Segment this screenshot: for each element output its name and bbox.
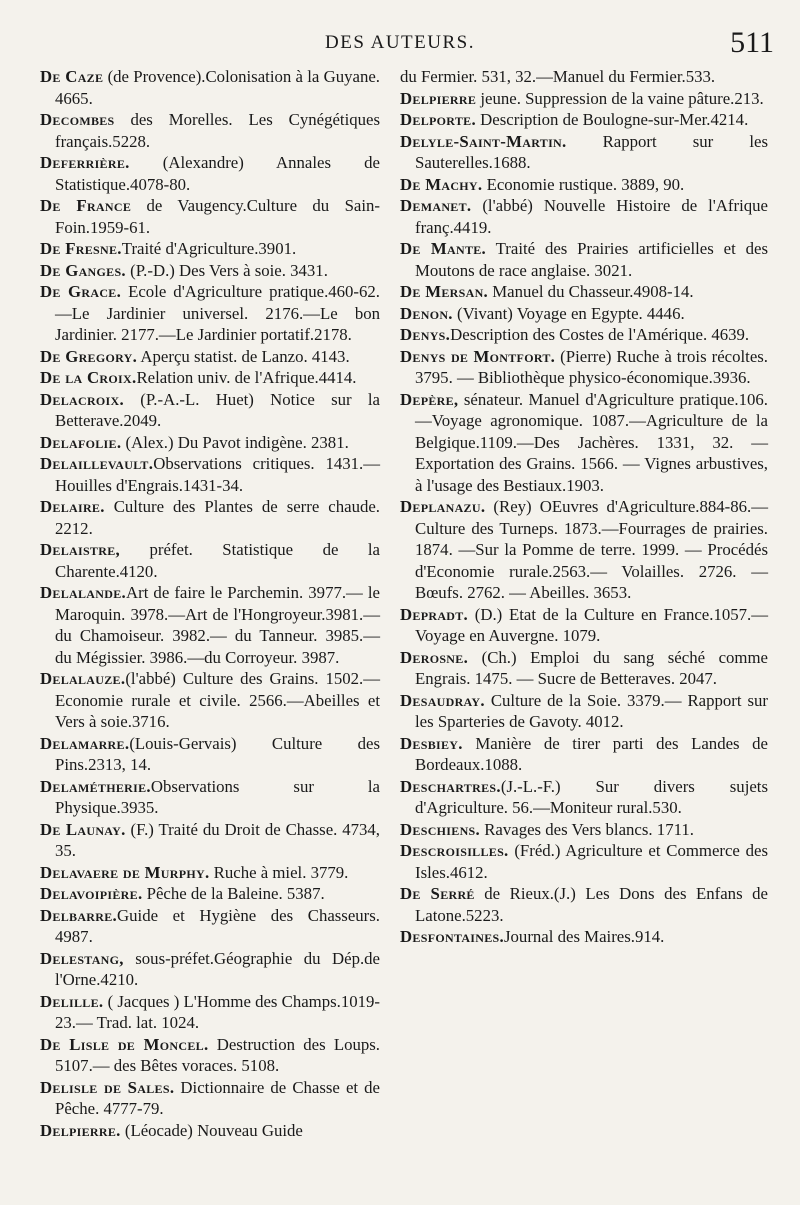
author-name: De Lisle de Moncel. xyxy=(40,1034,209,1054)
author-name: Delaillevault. xyxy=(40,454,154,473)
author-name: Delpierre xyxy=(400,88,477,108)
entry-text: (D.) Etat de la Culture en France.1057.—Voyage en Auvergne. 1079. xyxy=(415,604,768,645)
index-entry xyxy=(400,819,768,841)
index-entry xyxy=(400,926,768,948)
author-name: Delbarre. xyxy=(40,905,118,925)
entry-text: (Rey) OEuvres d'Agriculture.884-86.— Culture des Turneps. 1873.—Fourrages de prairies. 1874. —Sur la Pomme de terre. 1999. — Procédés d'Economie rurale.2563.— Volailles. 2726. — Bœufs. 2762. — Abeilles. 3653. xyxy=(415,497,768,602)
author-name: Delaire. xyxy=(40,497,105,516)
author-name: Denon. xyxy=(400,303,453,323)
author-name: Delaistre, xyxy=(40,540,121,559)
entry-text: (l'abbé) Culture des Grains. 1502.— Economie rurale et civile. 2566.—Abeilles et Vers à soie.3716. xyxy=(55,669,380,731)
entry-text: (P.-A.-L. Huet) Notice sur la Betterave.2049. xyxy=(55,389,380,430)
index-entry xyxy=(400,281,768,303)
author-name: Desbiey. xyxy=(400,733,463,753)
index-entry xyxy=(40,453,380,496)
author-name: Delille. xyxy=(40,991,104,1011)
entry-text: du Fermier. 531, 32.—Manuel du Fermier.533. xyxy=(400,67,716,86)
entry-text: sénateur. Manuel d'Agriculture pratique.106.—Voyage agronomique. 1087.—Agriculture de la Belgique.1109.—Des Jachères. 1331, 32. — Exportation des Grains. 1566. — Vignes arbustives, à l'usage des Bestiaux.1903. xyxy=(415,389,768,495)
index-entry xyxy=(400,496,768,604)
entry-text: préfet. Statistique de la Charente.4120. xyxy=(55,540,380,581)
author-name: Delporte. xyxy=(400,110,476,129)
author-name: Delalauze. xyxy=(40,669,126,688)
index-entry xyxy=(40,948,380,991)
author-name: Deferrière. xyxy=(40,153,130,172)
entry-text: Destruction des Loups. 5107.— des Bêtes voraces. 5108. xyxy=(55,1034,380,1075)
index-entry xyxy=(40,152,380,195)
entry-text: Guide et Hygiène des Chasseurs. 4987. xyxy=(55,905,380,946)
author-name: Delisle de Sales. xyxy=(40,1077,175,1097)
author-name: Depère, xyxy=(400,389,459,409)
index-entry xyxy=(400,88,768,110)
index-entry xyxy=(40,733,380,776)
index-entry xyxy=(40,582,380,668)
index-entry xyxy=(40,905,380,948)
entry-text: Observations sur la Physique.3935. xyxy=(55,776,380,817)
author-name: Delalande. xyxy=(40,583,126,602)
index-entry xyxy=(400,109,768,131)
index-entry xyxy=(40,883,380,905)
entry-text: Ravages des Vers blancs. 1711. xyxy=(480,819,694,839)
entry-text: Observations critiques. 1431.—Houilles d'Engrais.1431-34. xyxy=(55,454,380,495)
index-entry xyxy=(400,604,768,647)
entry-text: (de Provence).Colonisation à la Guyane. 4665. xyxy=(55,67,381,108)
index-entry xyxy=(40,367,380,389)
index-entry xyxy=(400,733,768,776)
author-name: Denys. xyxy=(400,325,451,344)
author-name: Delamarre. xyxy=(40,733,130,753)
index-entry xyxy=(400,346,768,389)
author-name: Decombes xyxy=(40,110,115,129)
index-entry xyxy=(400,690,768,733)
index-entry xyxy=(400,131,768,174)
author-name: De Ganges. xyxy=(40,260,126,280)
index-entry xyxy=(40,195,380,238)
entry-text: (P.-D.) Des Vers à soie. 3431. xyxy=(125,260,328,280)
index-entry xyxy=(40,496,380,539)
entry-text: Ruche à miel. 3779. xyxy=(209,862,349,882)
entry-text: Traité des Prairies artificielles et des Moutons de race anglaise. 3021. xyxy=(415,239,768,280)
index-entry xyxy=(40,389,380,432)
index-entry xyxy=(40,668,380,733)
entry-text: jeune. Suppression de la vaine pâture.213. xyxy=(476,88,764,108)
author-name: Delavoipière. xyxy=(40,884,143,903)
entry-text: de Rieux.(J.) Les Dons des Enfans de Latone.5223. xyxy=(415,884,768,925)
entry-text: Manière de tirer parti des Landes de Bordeaux.1088. xyxy=(415,733,768,774)
entry-text: de Vaugency.Culture du Sain-Foin.1959-61. xyxy=(55,196,380,237)
author-name: Deschiens. xyxy=(400,819,481,839)
entry-text: Traité d'Agriculture.3901. xyxy=(121,239,297,258)
index-entry xyxy=(40,109,380,152)
author-name: Descroisilles. xyxy=(400,841,509,860)
index-entry xyxy=(400,883,768,926)
author-name: De Machy. xyxy=(400,174,483,194)
index-entry xyxy=(400,647,768,690)
index-entry xyxy=(40,819,380,862)
author-name: De Gregory. xyxy=(40,346,138,366)
entry-text: des Morelles. Les Cynégétiques français.5228. xyxy=(55,110,380,151)
index-entry xyxy=(40,238,380,260)
entry-text: sous-préfet.Géographie du Dép.de l'Orne.4210. xyxy=(55,948,380,989)
entry-text: (Vivant) Voyage en Egypte. 4446. xyxy=(452,303,685,323)
entry-text: (F.) Traité du Droit de Chasse. 4734, 35. xyxy=(55,819,380,860)
author-name: De Serré xyxy=(400,884,475,903)
index-entry xyxy=(40,1034,380,1077)
author-name: Delamétherie. xyxy=(40,776,151,796)
entry-text: Ecole d'Agriculture pratique.460-62.—Le Jardinier universel. 2176.—Le bon Jardinier. 2177.—Le Jardinier portatif.2178. xyxy=(55,282,380,344)
entry-text: Manuel du Chasseur.4908-14. xyxy=(488,282,694,301)
entry-text: (Léocade) Nouveau Guide xyxy=(120,1120,303,1140)
entry-text: (Louis-Gervais) Culture des Pins.2313, 14. xyxy=(55,733,380,774)
entry-text: Description de Boulogne-sur-Mer.4214. xyxy=(475,110,749,129)
index-entry xyxy=(400,840,768,883)
entry-text: Relation univ. de l'Afrique.4414. xyxy=(136,368,357,387)
author-name: De Mante. xyxy=(400,239,487,258)
index-entry xyxy=(40,776,380,819)
author-name: Denys de Montfort. xyxy=(400,346,556,366)
entry-text: Journal des Maires.914. xyxy=(504,927,665,946)
entry-text: Culture de la Soie. 3379.— Rapport sur les Sparteries de Gavoty. 4012. xyxy=(415,690,768,731)
index-entry xyxy=(400,195,768,238)
index-entry xyxy=(400,174,768,196)
index-entry xyxy=(40,281,380,346)
running-title: DES AUTEURS. xyxy=(325,32,475,53)
author-name: Delyle-Saint-Martin. xyxy=(400,131,567,151)
author-name: Depradt. xyxy=(400,604,469,624)
entry-text: (l'abbé) Nouvelle Histoire de l'Afrique franç.4419. xyxy=(415,196,768,237)
author-name: Demanet. xyxy=(400,196,472,215)
author-name: Derosne. xyxy=(400,647,469,667)
index-entry xyxy=(40,260,380,282)
entry-text: Pêche de la Baleine. 5387. xyxy=(142,884,325,903)
author-name: De Caze xyxy=(40,67,104,86)
author-name: Deplanazu. xyxy=(400,497,486,516)
author-name: De France xyxy=(40,196,132,215)
entry-text: Economie rustique. 3889, 90. xyxy=(482,174,685,194)
index-entry xyxy=(400,389,768,497)
entry-text: ( Jacques ) L'Homme des Champs.1019-23.— Trad. lat. 1024. xyxy=(55,991,381,1032)
entry-text: (Fréd.) Agriculture et Commerce des Isles.4612. xyxy=(415,841,768,882)
entry-text: (Ch.) Emploi du sang séché comme Engrais. 1475. — Sucre de Betteraves. 2047. xyxy=(415,647,768,688)
index-entry xyxy=(400,66,768,88)
author-name: Delavaere de Murphy. xyxy=(40,862,210,882)
right-column xyxy=(400,66,768,948)
entry-text: Culture des Plantes de serre chaude. 2212. xyxy=(55,497,380,538)
author-name: De Launay. xyxy=(40,819,126,839)
author-name: Deschartres. xyxy=(400,776,501,796)
index-entry xyxy=(40,66,380,109)
author-name: Delafolie. xyxy=(40,432,122,452)
author-name: De la Croix. xyxy=(40,368,137,387)
entry-text: Dictionnaire de Chasse et de Pêche. 4777-79. xyxy=(55,1077,381,1118)
entry-text: (J.-L.-F.) Sur divers sujets d'Agriculture. 56.—Moniteur rural.530. xyxy=(415,776,768,817)
author-name: Delestang, xyxy=(40,948,124,968)
entry-text: (Alexandre) Annales de Statistique.4078-80. xyxy=(55,153,380,194)
author-name: Delacroix. xyxy=(40,389,124,409)
author-name: Desfontaines. xyxy=(400,927,505,946)
entry-text: Rapport sur les Sauterelles.1688. xyxy=(415,131,768,172)
page-number: 511 xyxy=(730,26,774,59)
index-entry xyxy=(40,432,380,454)
entry-text: (Pierre) Ruche à trois récoltes. 3795. — Bibliothèque physico-économique.3936. xyxy=(415,346,768,387)
index-entry xyxy=(400,238,768,281)
left-column xyxy=(40,66,380,1141)
author-name: De Fresne. xyxy=(40,239,122,258)
entry-text: (Alex.) Du Pavot indigène. 2381. xyxy=(121,432,349,452)
index-entry xyxy=(40,1120,380,1142)
index-entry xyxy=(40,346,380,368)
entry-text: Description des Costes de l'Amérique. 4639. xyxy=(450,325,750,344)
index-entry xyxy=(400,303,768,325)
author-name: Delpierre. xyxy=(40,1120,121,1140)
index-entry xyxy=(400,776,768,819)
index-entry xyxy=(40,991,380,1034)
author-name: Desaudray. xyxy=(400,690,485,710)
index-entry xyxy=(400,324,768,346)
author-name: De Mersan. xyxy=(400,282,489,301)
index-entry xyxy=(40,1077,380,1120)
index-entry xyxy=(40,539,380,582)
entry-text: Art de faire le Parchemin. 3977.— le Maroquin. 3978.—Art de l'Hongroyeur.3981.—du Chamoiseur. 3982.— du Tanneur. 3985.— du Mégissier. 3986.—du Corroyeur. 3987. xyxy=(55,583,380,667)
author-name: De Grace. xyxy=(40,282,122,301)
index-entry xyxy=(40,862,380,884)
entry-text: Aperçu statist. de Lanzo. 4143. xyxy=(137,346,350,366)
